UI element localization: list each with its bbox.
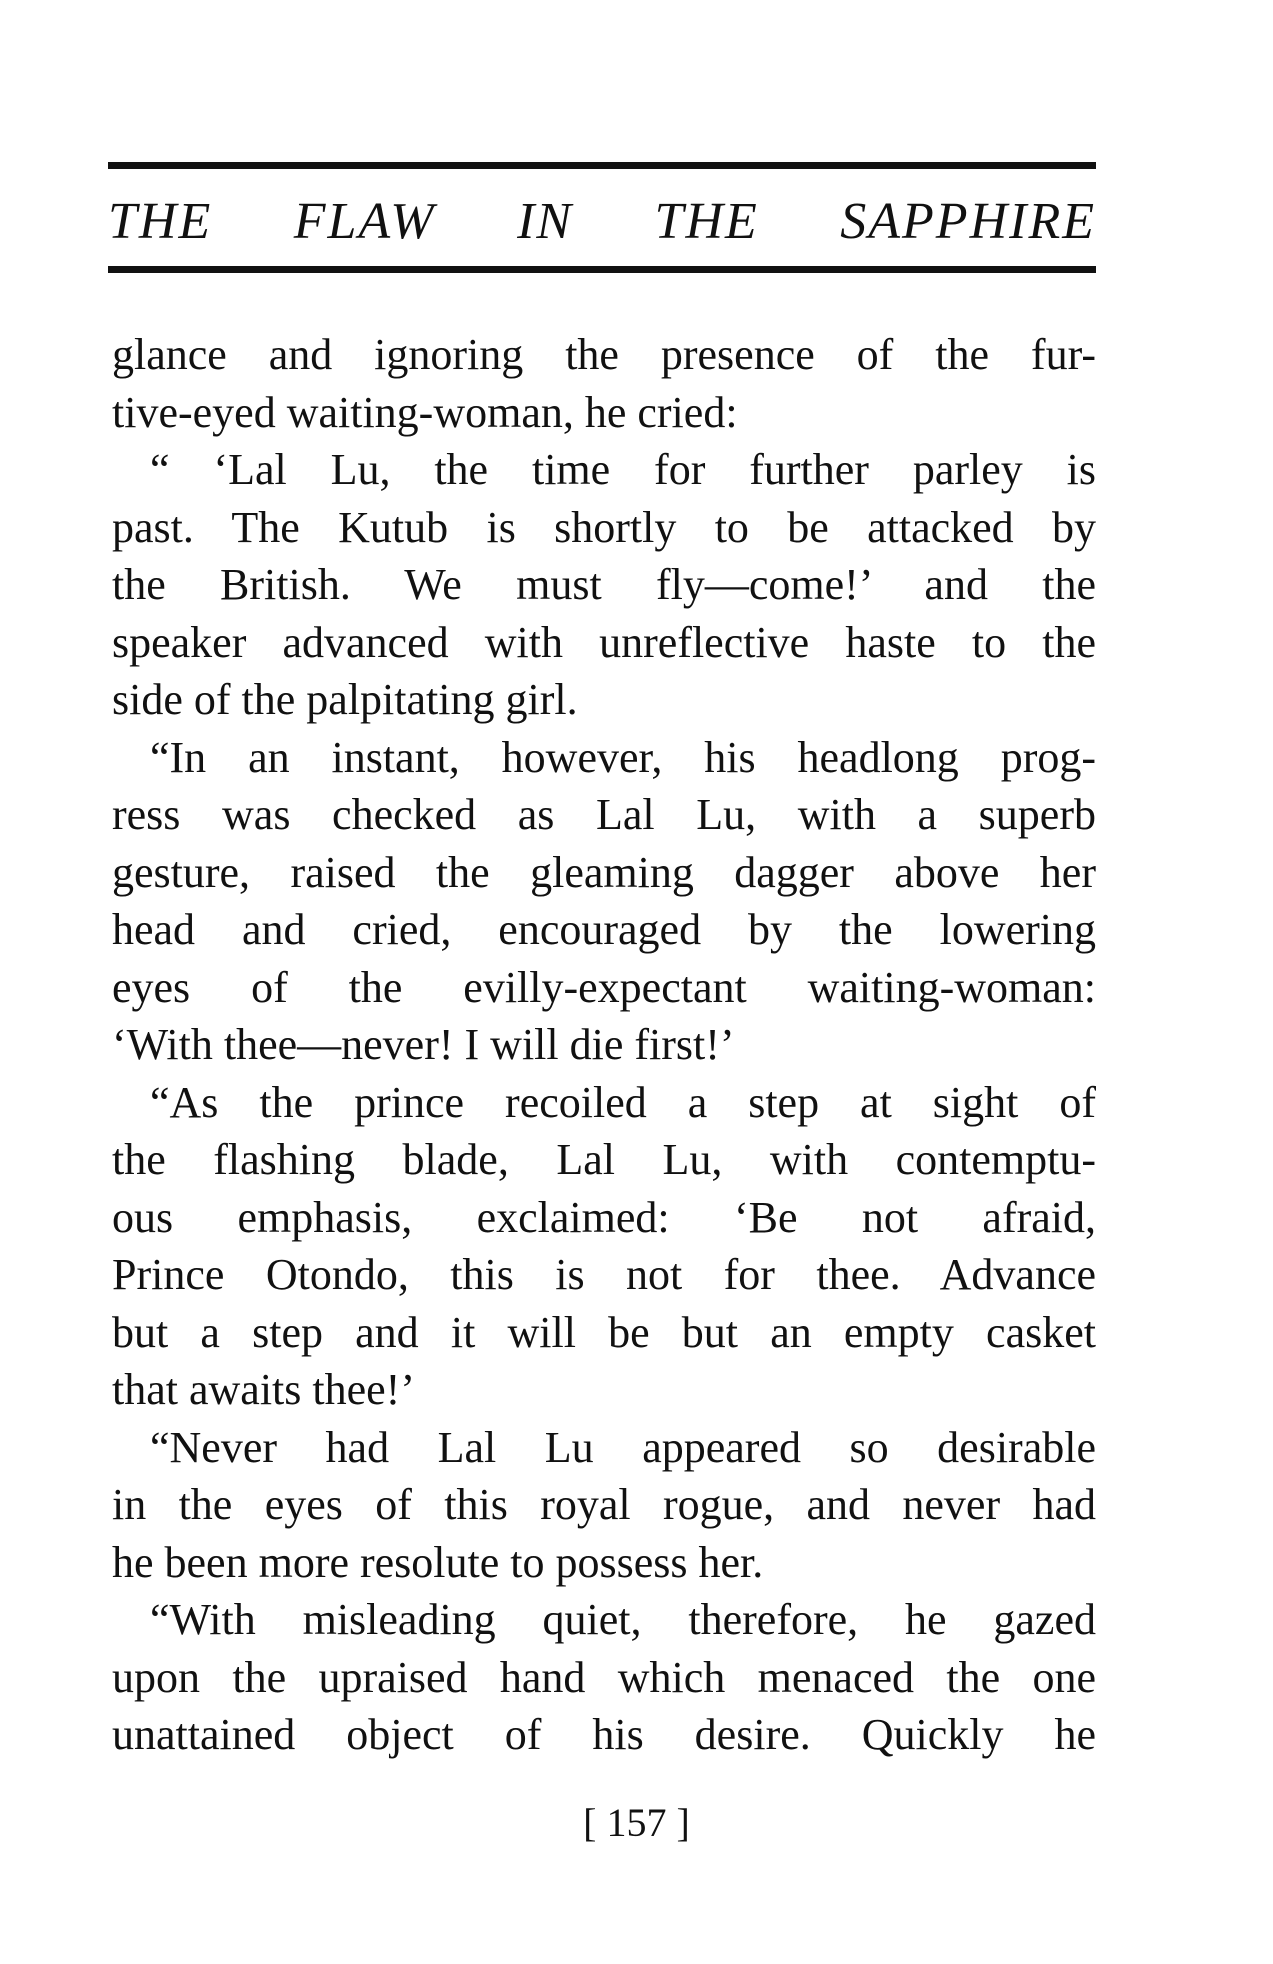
text-line: glance and ignoring the presence of the fur- [112,330,1096,379]
running-head-word: IN [517,193,574,250]
text-line: head and cried, encouraged by the lowering [112,905,1096,954]
text-line: speaker advanced with unreflective haste to the [112,617,1096,667]
running-head [108,186,1096,258]
text-line: gesture, raised the gleaming dagger above her [112,847,1096,897]
text-line: side of the palpitating girl. [112,675,578,724]
text-line: in the eyes of this royal rogue, and never had [112,1480,1096,1529]
header-rule-bottom [108,266,1096,273]
running-head-word: SAPPHIRE [840,193,1096,250]
text-line: he been more resolute to possess her. [112,1537,764,1587]
text-line: the British. We must fly—come!’ and the [112,560,1096,609]
text-line: “Never had Lal Lu appeared so desirable [150,1422,1096,1472]
text-line: “As the prince recoiled a step at sight of [150,1077,1096,1127]
text-line: “In an instant, however, his headlong prog- [150,732,1096,782]
body-text [112,326,1096,1764]
running-head-word: THE [108,193,213,250]
text-line: that awaits thee!’ [112,1365,415,1414]
text-line: the flashing blade, Lal Lu, with contemptu- [112,1135,1096,1184]
text-line: “ ‘Lal Lu, the time for further parley is [150,445,1096,494]
text-line: past. The Kutub is shortly to be attacked by [112,502,1096,552]
text-line: but a step and it will be but an empty casket [112,1307,1096,1357]
text-line: “With misleading quiet, therefore, he gazed [150,1595,1096,1644]
text-line: ress was checked as Lal Lu, with a superb [112,790,1096,839]
header-rule-top [108,162,1096,169]
running-head-word: FLAW [293,193,436,250]
text-line: ‘With thee—never! I will die first!’ [112,1020,735,1069]
text-line: unattained object of his desire. Quickly he [112,1710,1096,1759]
text-line: tive-eyed waiting-woman, he cried: [112,387,738,437]
text-line: upon the upraised hand which menaced the one [112,1652,1096,1702]
page-number: [ 157 ] [583,1800,690,1845]
text-line: Prince Otondo, this is not for thee. Advance [112,1250,1096,1299]
text-line: eyes of the evilly-expectant waiting-woman: [112,962,1096,1012]
running-head-word: THE [654,193,759,250]
text-line: ous emphasis, exclaimed: ‘Be not afraid, [112,1192,1096,1242]
